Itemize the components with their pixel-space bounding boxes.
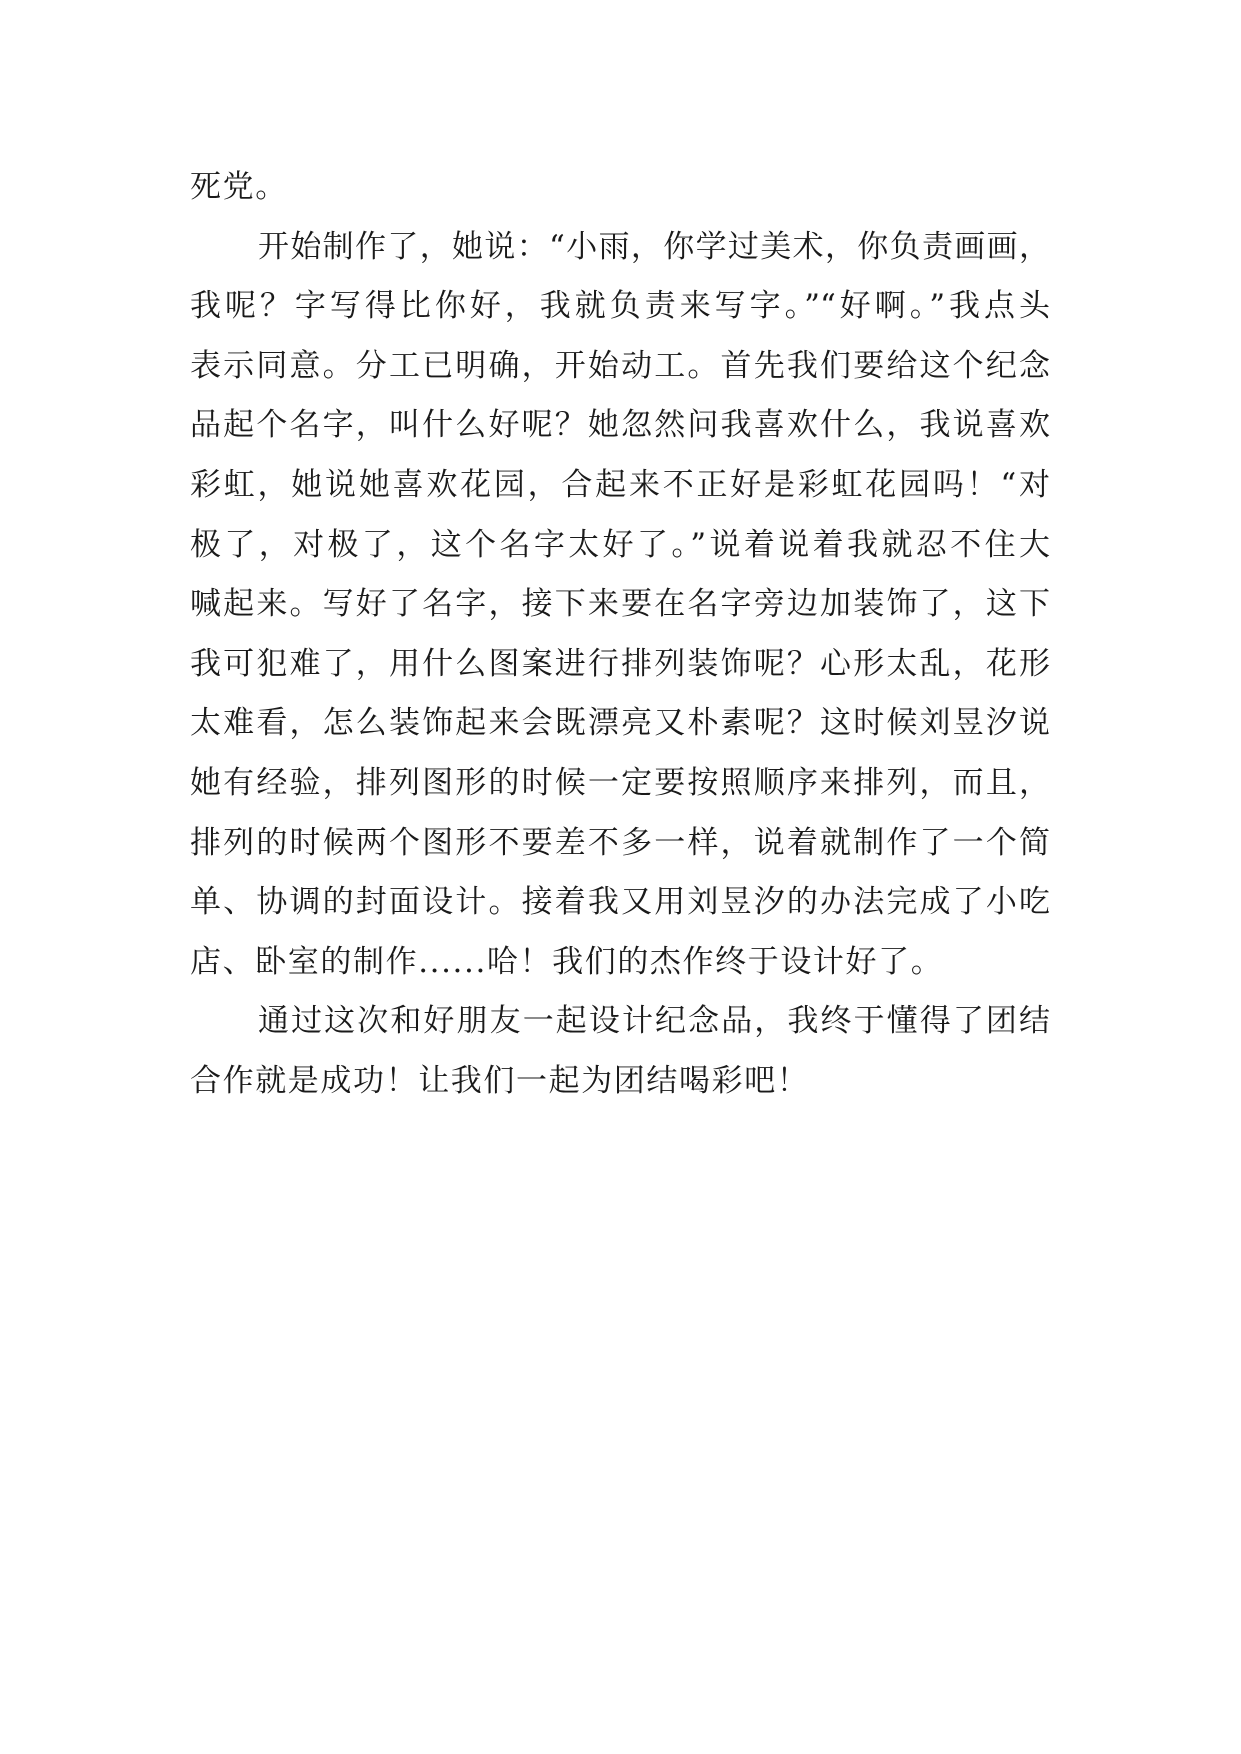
text-line: 太难看，怎么装饰起来会既漂亮又朴素呢？这时候刘昱汐说: [190, 705, 1050, 742]
text-line: 单、协调的封面设计。接着我又用刘昱汐的办法完成了小吃: [190, 884, 1050, 921]
text-line: 她有经验，排列图形的时候一定要按照顺序来排列，而且，: [190, 764, 1050, 801]
text-line: 我呢？字写得比你好，我就负责来写字。”“好啊。”我点头: [190, 288, 1050, 325]
text-line: 店、卧室的制作......哈！我们的杰作终于设计好了。: [190, 943, 944, 980]
text-line: 表示同意。分工已明确，开始动工。首先我们要给这个纪念: [190, 347, 1050, 384]
text-line: 品起个名字，叫什么好呢？她忽然问我喜欢什么，我说喜欢: [190, 407, 1050, 444]
text-line: 合作就是成功！让我们一起为团结喝彩吧！: [190, 1062, 810, 1099]
text-line: 通过这次和好朋友一起设计纪念品，我终于懂得了团结: [258, 1003, 1050, 1040]
text-line: 彩虹，她说她喜欢花园，合起来不正好是彩虹花园吗！“对: [190, 466, 1050, 503]
text-line: 我可犯难了，用什么图案进行排列装饰呢？心形太乱，花形: [190, 645, 1050, 682]
text-line: 开始制作了，她说：“小雨，你学过美术，你负责画画，: [258, 228, 1050, 265]
text-line: 喊起来。写好了名字，接下来要在名字旁边加装饰了，这下: [190, 586, 1050, 623]
essay-body: [190, 158, 1050, 1112]
text-line: 极了，对极了，这个名字太好了。”说着说着我就忍不住大: [190, 526, 1050, 563]
text-line: 排列的时候两个图形不要差不多一样，说着就制作了一个简: [190, 824, 1050, 861]
text-line: 死党。: [190, 169, 288, 205]
